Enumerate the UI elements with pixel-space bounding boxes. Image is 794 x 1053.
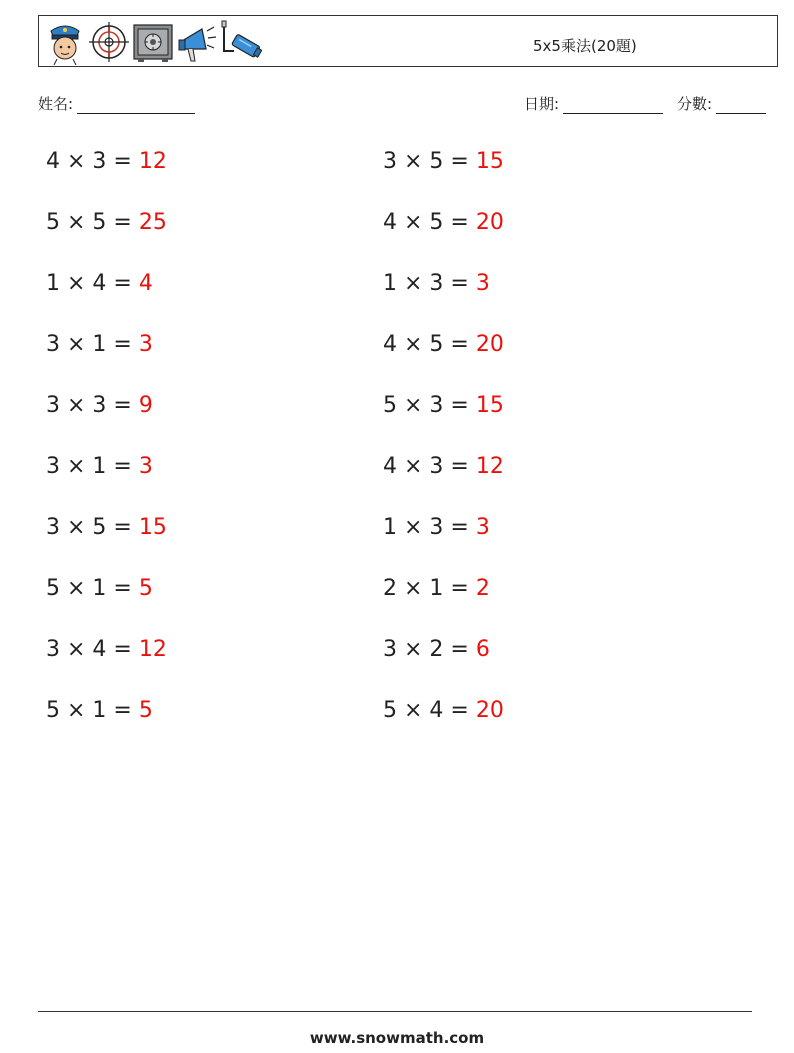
problems-right-column [383,143,504,753]
problem-answer: 6 [475,637,490,662]
problem-question: 3 × 1 = [46,332,139,357]
problem-answer: 3 [138,332,153,357]
name-field [38,93,195,114]
name-blank[interactable] [77,98,195,114]
problem-row [383,692,504,753]
problem-question: 5 × 1 = [46,576,139,601]
crosshair-target-icon [88,19,130,65]
footer-divider [38,1011,752,1012]
problem-row [46,692,167,753]
problem-answer: 25 [138,210,167,235]
problem-question: 1 × 3 = [383,515,476,540]
problem-row [383,387,504,448]
problem-answer: 4 [138,271,153,296]
problem-row [46,387,167,448]
header-icons [44,19,262,65]
score-label: 分數: [677,95,713,113]
problem-question: 2 × 1 = [383,576,476,601]
date-label: 日期: [524,95,560,113]
problem-question: 3 × 2 = [383,637,476,662]
problems-left-column [46,143,167,753]
problem-answer: 20 [475,210,504,235]
problem-answer: 5 [138,576,153,601]
problem-question: 4 × 5 = [383,210,476,235]
problem-question: 4 × 5 = [383,332,476,357]
problem-answer: 2 [475,576,490,601]
worksheet-title: 5x5乘法(20題) [533,37,637,55]
problem-question: 3 × 1 = [46,454,139,479]
problem-question: 5 × 5 = [46,210,139,235]
problem-answer: 12 [138,149,167,174]
problem-answer: 12 [475,454,504,479]
problem-question: 3 × 5 = [383,149,476,174]
problem-answer: 15 [138,515,167,540]
problem-question: 4 × 3 = [383,454,476,479]
problem-question: 3 × 4 = [46,637,139,662]
problem-row [46,631,167,692]
problem-row [46,509,167,570]
problem-row [383,448,504,509]
problem-answer: 20 [475,698,504,723]
problem-answer: 5 [138,698,153,723]
problem-row [46,204,167,265]
police-officer-icon [44,19,86,65]
problem-row [383,326,504,387]
security-camera-icon [220,19,262,65]
problem-row [383,143,504,204]
problem-row [383,509,504,570]
problem-row [383,265,504,326]
problem-question: 1 × 4 = [46,271,139,296]
problem-row [383,204,504,265]
problem-answer: 12 [138,637,167,662]
date-blank[interactable] [563,98,663,114]
problem-question: 1 × 3 = [383,271,476,296]
score-field [677,93,766,114]
problem-question: 5 × 1 = [46,698,139,723]
problem-row [383,570,504,631]
problem-row [383,631,504,692]
problem-answer: 20 [475,332,504,357]
problem-question: 3 × 3 = [46,393,139,418]
problem-row [46,326,167,387]
header-box [38,15,778,67]
footer-site: www.snowmath.com [309,1029,485,1047]
problem-answer: 3 [475,515,490,540]
problem-answer: 15 [475,149,504,174]
problem-question: 3 × 5 = [46,515,139,540]
date-field [524,93,663,114]
problem-row [46,143,167,204]
problem-answer: 9 [138,393,153,418]
problem-row [46,448,167,509]
problem-answer: 15 [475,393,504,418]
problem-row [46,570,167,631]
problem-question: 5 × 4 = [383,698,476,723]
problem-question: 4 × 3 = [46,149,139,174]
problem-answer: 3 [475,271,490,296]
problem-question: 5 × 3 = [383,393,476,418]
problem-answer: 3 [138,454,153,479]
safe-vault-icon [132,19,174,65]
problem-row [46,265,167,326]
name-label: 姓名: [38,95,74,113]
megaphone-icon [176,19,218,65]
score-blank[interactable] [716,98,766,114]
